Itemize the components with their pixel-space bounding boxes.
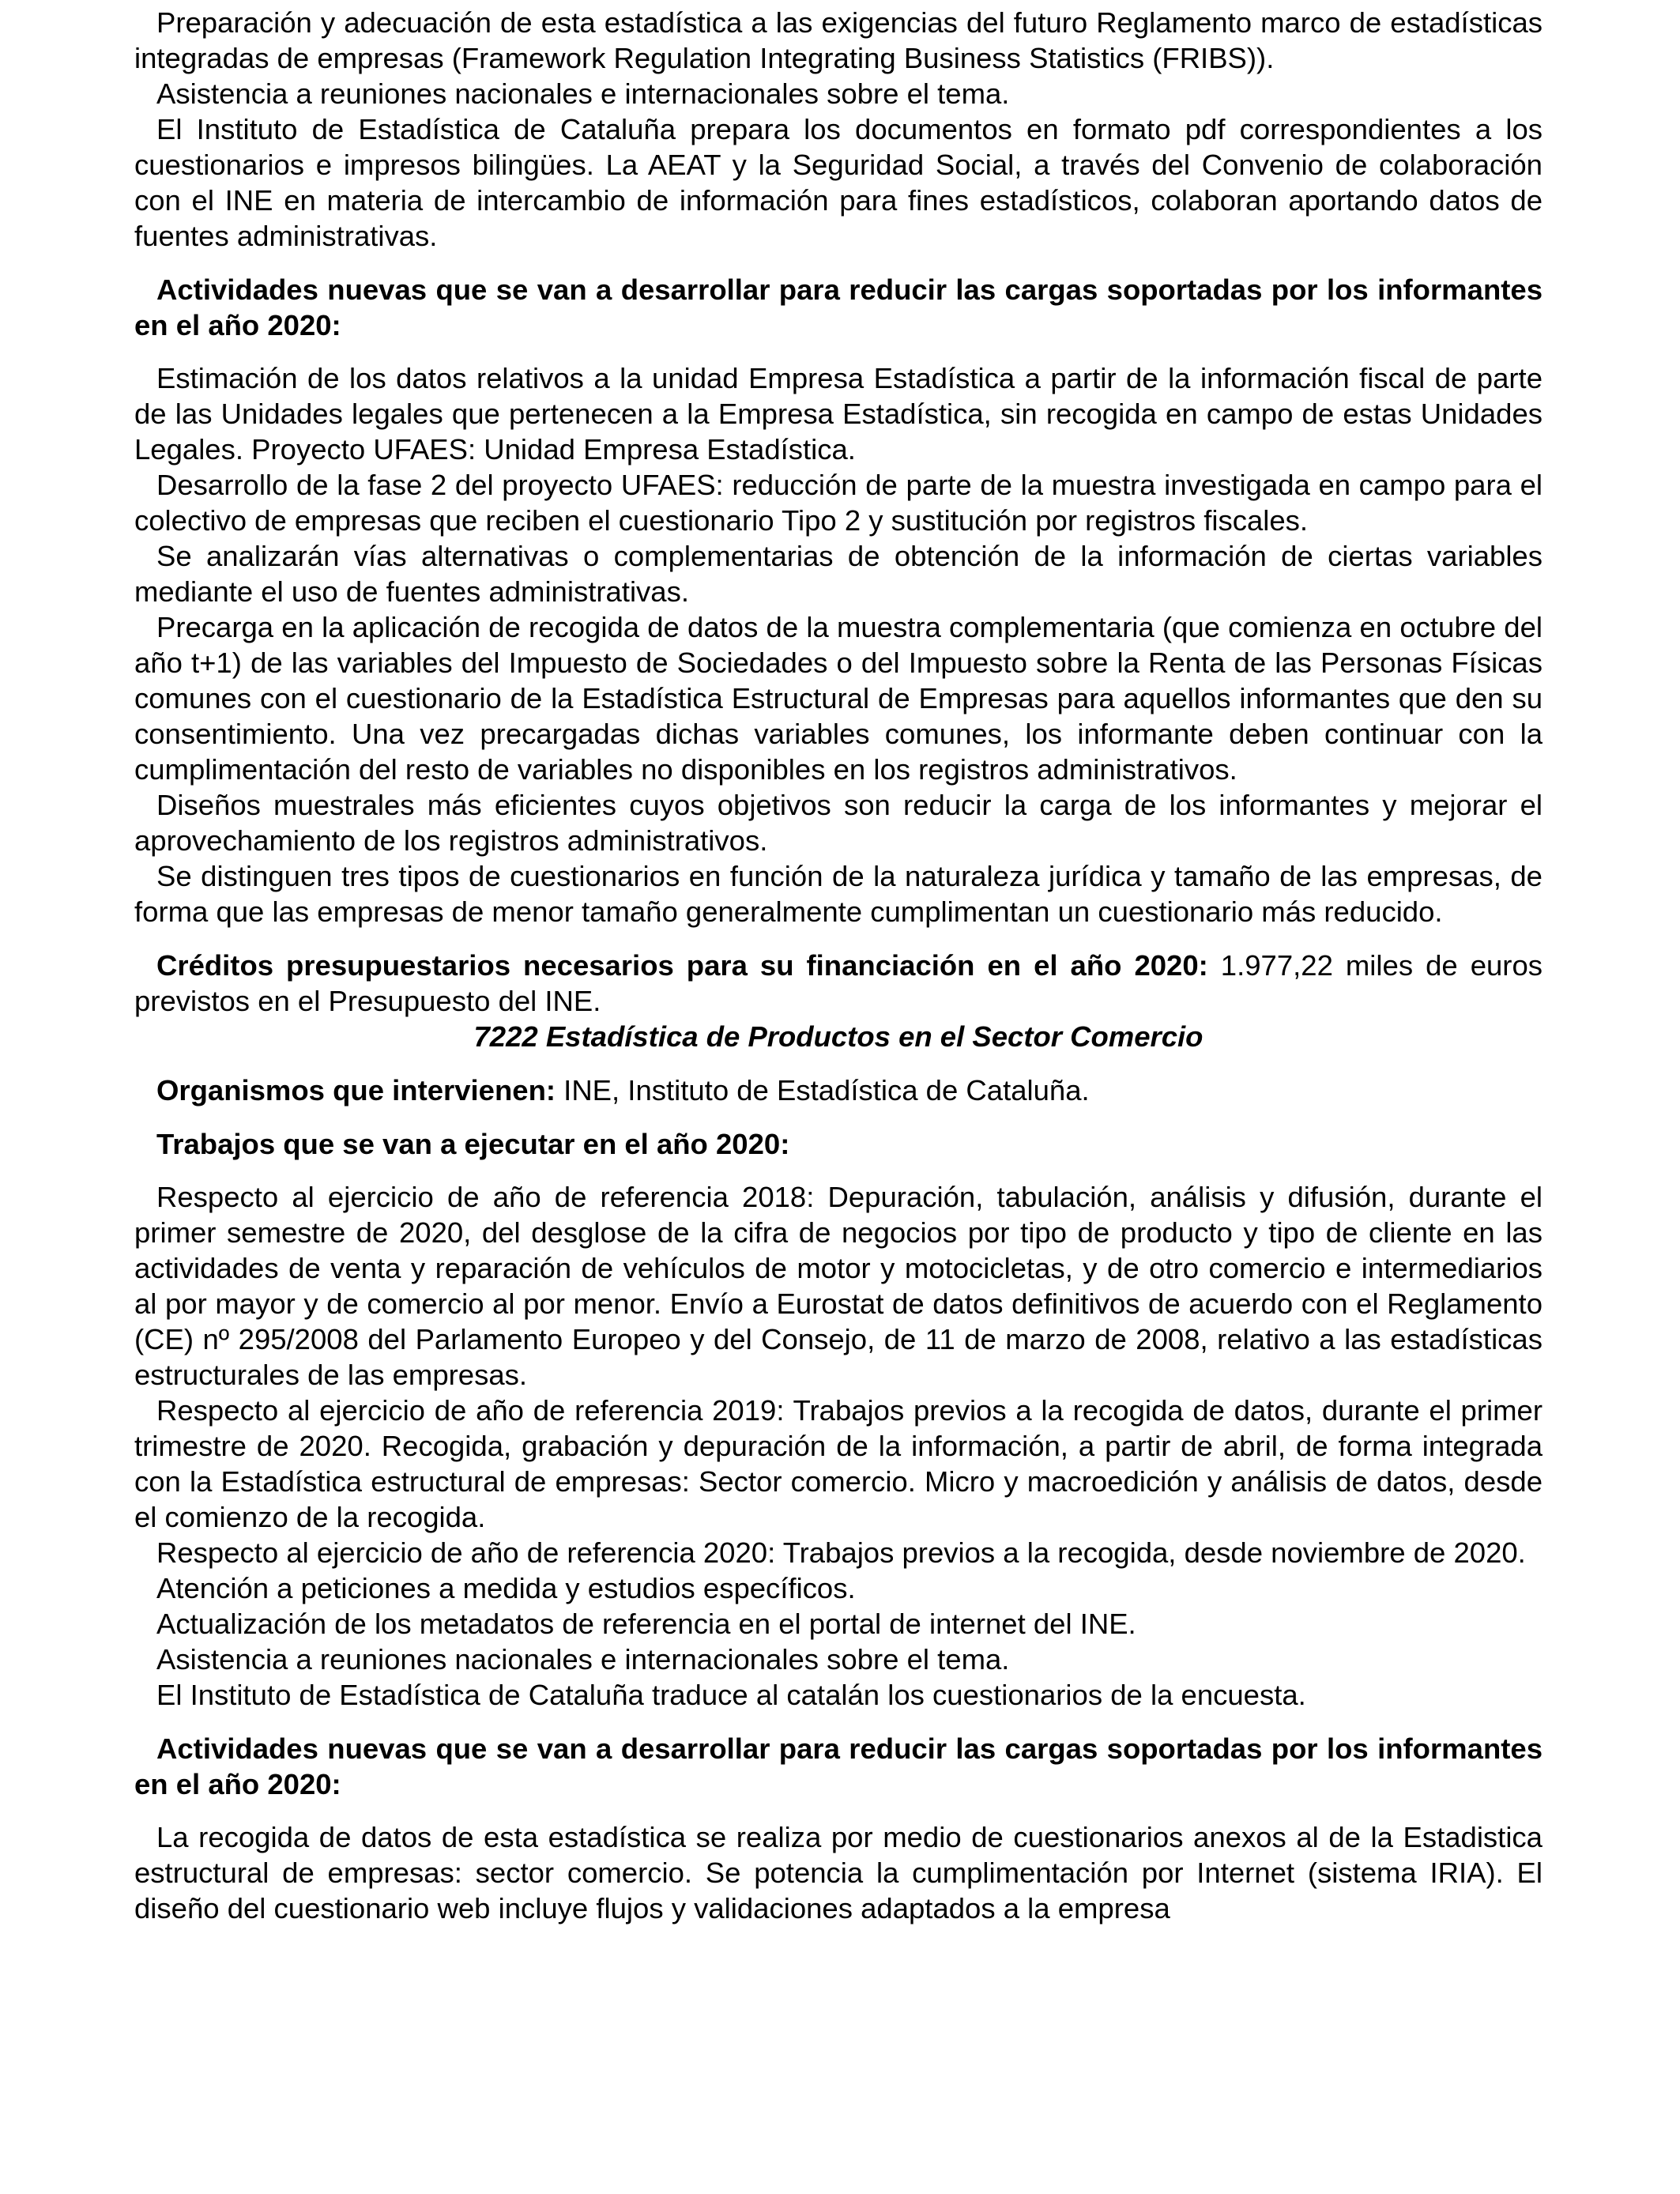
section-new-activity-item: La recogida de datos de esta estadística se realiza por medio de cuestionarios anexos al de la Estadistica estructural de empresas: sector comercio. Se potencia la cumplimentación por Internet (sistema IRIA). El diseño del cuestionario web incluye flujos y validaciones adaptados a la empresa xyxy=(134,1821,1543,1924)
paragraph-fribs: Preparación y adecuación de esta estadística a las exigencias del futuro Reglamento marco de estadísticas integradas de empresas (Framework Regulation Integrating Business Statistics (FRIBS)). xyxy=(134,6,1543,74)
paragraph-idescat: El Instituto de Estadística de Cataluña prepara los documentos en formato pdf correspondientes a los cuestionarios e impresos bilingües. La AEAT y la Seguridad Social, a través del Convenio de colaboración con el INE en materia de intercambio de información para fines estadísticos, colaboran aportando datos de fuentes administrativas. xyxy=(134,113,1543,252)
budget-credits-paragraph xyxy=(134,948,1543,1019)
new-activity-item: Diseños muestrales más eficientes cuyos objetivos son reducir la carga de los informantes y mejorar el aprovechamiento de los registros administrativos. xyxy=(134,789,1543,857)
work-item: Respecto al ejercicio de año de referencia 2020: Trabajos previos a la recogida, desde noviembre de 2020. xyxy=(156,1536,1526,1569)
work-item: Atención a peticiones a medida y estudios específicos. xyxy=(156,1572,856,1604)
budget-credits-label: Créditos presupuestarios necesarios para su financiación en el año 2020: xyxy=(156,949,1208,982)
section-title: 7222 Estadística de Productos en el Sector Comercio xyxy=(473,1020,1203,1053)
organisms-text: INE, Instituto de Estadística de Cataluña. xyxy=(556,1074,1090,1106)
work-item: El Instituto de Estadística de Cataluña traduce al catalán los cuestionarios de la encuesta. xyxy=(156,1679,1306,1711)
paragraph-meetings: Asistencia a reuniones nacionales e internacionales sobre el tema. xyxy=(156,77,1010,110)
works-heading: Trabajos que se van a ejecutar en el año 2020: xyxy=(156,1128,790,1160)
new-activity-item: Estimación de los datos relativos a la unidad Empresa Estadística a partir de la información fiscal de parte de las Unidades legales que pertenecen a la Empresa Estadística, sin recogida en campo de estas Unidades Legales. Proyecto UFAES: Unidad Empresa Estadística. xyxy=(134,362,1543,466)
work-item: Respecto al ejercicio de año de referencia 2018: Depuración, tabulación, análisis y difusión, durante el primer semestre de 2020, del desglose de la cifra de negocios por tipo de producto y tipo de cliente en las actividades de venta y reparación de vehículos de motor y motocicletas, y de otro comercio e intermediarios al por mayor y de comercio al por menor. Envío a Eurostat de datos definitivos de acuerdo con el Reglamento (CE) nº 295/2008 del Parlamento Europeo y del Consejo, de 11 de marzo de 2008, relativo a las estadísticas estructurales de las empresas. xyxy=(134,1181,1543,1391)
new-activity-item: Se distinguen tres tipos de cuestionarios en función de la naturaleza jurídica y tamaño de las empresas, de forma que las empresas de menor tamaño generalmente cumplimentan un cuestionario más reducido. xyxy=(134,860,1543,928)
budget-credits-text: 1.977,22 miles de euros previstos en el Presupuesto del INE. xyxy=(134,949,1543,1017)
organisms-paragraph xyxy=(134,1072,1543,1108)
organisms-label: Organismos que intervienen: xyxy=(156,1074,556,1106)
document-page xyxy=(134,5,1543,1926)
new-activity-item: Se analizarán vías alternativas o complementarias de obtención de la información de ciertas variables mediante el uso de fuentes administrativas. xyxy=(134,540,1543,608)
section-new-activities-heading: Actividades nuevas que se van a desarrollar para reducir las cargas soportadas por los informantes en el año 2020: xyxy=(134,1732,1543,1800)
work-item: Actualización de los metadatos de referencia en el portal de internet del INE. xyxy=(156,1608,1136,1640)
work-item: Respecto al ejercicio de año de referencia 2019: Trabajos previos a la recogida de datos, durante el primer trimestre de 2020. Recogida, grabación y depuración de la información, a partir de abril, de forma integrada con la Estadística estructural de empresas: Sector comercio. Micro y macroedición y análisis de datos, desde el comienzo de la recogida. xyxy=(134,1394,1543,1533)
work-item: Asistencia a reuniones nacionales e internacionales sobre el tema. xyxy=(156,1643,1010,1676)
new-activity-item: Precarga en la aplicación de recogida de datos de la muestra complementaria (que comienza en octubre del año t+1) de las variables del Impuesto de Sociedades o del Impuesto sobre la Renta de las Personas Físicas comunes con el cuestionario de la Estadística Estructural de Empresas para aquellos informantes que den su consentimiento. Una vez precargadas dichas variables comunes, los informante deben continuar con la cumplimentación del resto de variables no disponibles en los registros administrativos. xyxy=(134,611,1543,786)
new-activity-item: Desarrollo de la fase 2 del proyecto UFAES: reducción de parte de la muestra investigada en campo para el colectivo de empresas que reciben el cuestionario Tipo 2 y sustitución por registros fiscales. xyxy=(134,469,1543,537)
new-activities-heading: Actividades nuevas que se van a desarrollar para reducir las cargas soportadas por los informantes en el año 2020: xyxy=(134,273,1543,341)
